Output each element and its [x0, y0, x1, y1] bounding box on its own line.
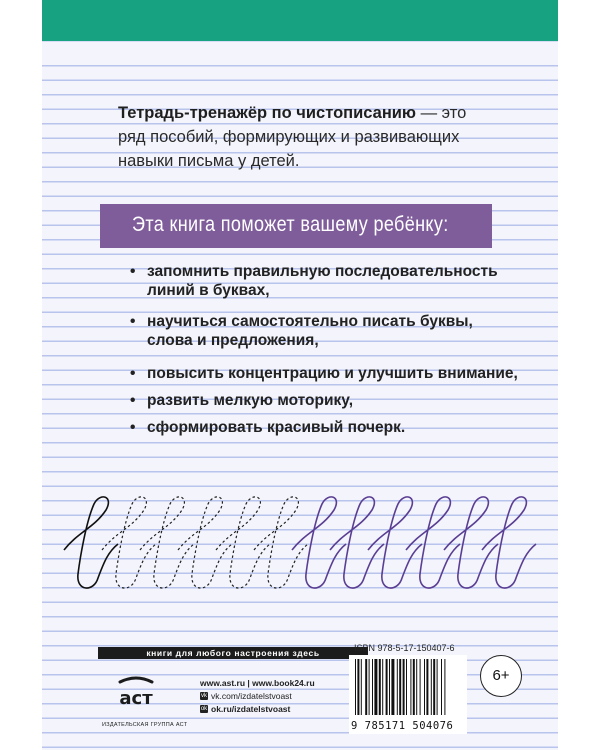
barcode-bar — [410, 659, 411, 715]
bullet-dot: • — [130, 313, 136, 330]
dashed-tracing-stroke — [178, 497, 232, 588]
barcode-bar — [372, 659, 373, 715]
ok-link[interactable]: ok.ru/izdatelstvoast — [211, 703, 291, 714]
barcode-digits: 9 785171 504076 — [351, 720, 454, 732]
barcode-bar — [403, 659, 405, 715]
ast-logo-icon — [114, 672, 158, 716]
barcode — [349, 655, 467, 734]
purple-stroke — [482, 497, 536, 588]
vk-link-row[interactable] — [200, 689, 315, 702]
barcode-bar — [424, 659, 425, 715]
barcode-bar — [355, 659, 356, 715]
book-back-cover — [42, 0, 558, 750]
dashed-tracing-stroke — [140, 497, 194, 588]
barcode-bar — [444, 659, 445, 715]
benefit-line: сформировать красивый почерк. — [147, 419, 406, 436]
isbn-number: ISBN 978-5-17-150407-6 — [354, 643, 455, 653]
logo-text: аст — [119, 688, 153, 709]
barcode-bar — [389, 659, 390, 715]
benefit-line: повысить концентрацию и улучшить внимание, — [147, 365, 518, 382]
barcode-bar — [406, 659, 407, 715]
benefit-item — [130, 418, 550, 437]
barcode-bar — [431, 659, 432, 715]
ok-link-row[interactable] — [200, 702, 315, 715]
benefits-list — [130, 262, 550, 447]
solid-stroke — [64, 497, 118, 588]
benefit-line: научиться самостоятельно писать буквы, — [147, 313, 473, 330]
publisher-links — [200, 676, 315, 715]
benefit-item — [130, 262, 550, 300]
intro-line3: навыки письма у детей. — [118, 152, 300, 170]
benefit-line: развить мелкую моторику, — [147, 392, 354, 409]
intro-bold-title: Тетрадь-тренажёр по чистописанию — [118, 104, 417, 122]
barcode-bar — [369, 659, 370, 715]
dashed-tracing-stroke — [216, 497, 270, 588]
ok-icon: ok — [200, 705, 208, 712]
age-rating-badge: 6+ — [480, 655, 522, 697]
barcode-bar — [391, 659, 394, 715]
barcode-bar — [413, 659, 415, 715]
bullet-dot: • — [130, 419, 136, 436]
barcode-bar — [437, 659, 438, 715]
barcode-bar — [420, 659, 421, 715]
barcode-bar — [361, 659, 362, 715]
benefit-line: слова и предложения, — [147, 332, 319, 349]
barcode-bar — [382, 659, 383, 715]
barcode-bar — [397, 659, 398, 715]
benefit-line: запомнить правильную последовательность — [147, 263, 498, 280]
barcode-bar — [357, 659, 359, 715]
publisher-name: ИЗДАТЕЛЬСКАЯ ГРУППА АСТ — [102, 722, 188, 728]
barcode-bar — [433, 659, 435, 715]
barcode-bar — [379, 659, 381, 715]
bullet-dot: • — [130, 392, 136, 409]
barcode-bar — [374, 659, 377, 715]
purple-banner — [100, 204, 492, 248]
benefit-item — [130, 391, 550, 410]
barcode-bar — [441, 659, 442, 715]
barcode-bar — [416, 659, 417, 715]
barcode-bar — [426, 659, 428, 715]
intro-paragraph — [118, 101, 538, 173]
bullet-dot: • — [130, 365, 136, 382]
benefit-item — [130, 364, 550, 383]
bullet-dot: • — [130, 263, 136, 280]
vk-icon: vk — [201, 692, 207, 699]
vk-link[interactable]: vk.com/izdatelstvoast — [211, 690, 292, 701]
intro-line1-rest: — это — [416, 104, 467, 122]
website-link[interactable]: www.ast.ru | www.book24.ru — [200, 677, 315, 688]
banner-text: Эта книга поможет вашему ребёнку: — [132, 213, 449, 236]
dashed-tracing-stroke — [102, 497, 156, 588]
tagline-bar: книги для любого настроения здесь — [98, 647, 368, 659]
top-color-band — [42, 0, 558, 41]
intro-line2: ряд пособий, формирующих и развивающих — [118, 128, 460, 146]
barcode-bars — [349, 655, 467, 719]
barcode-bar — [399, 659, 401, 715]
benefit-item — [130, 312, 550, 350]
benefit-line: линий в буквах, — [147, 282, 270, 299]
barcode-bar — [365, 659, 367, 715]
handwriting-practice-strokes — [60, 488, 540, 598]
barcode-bar — [386, 659, 388, 715]
